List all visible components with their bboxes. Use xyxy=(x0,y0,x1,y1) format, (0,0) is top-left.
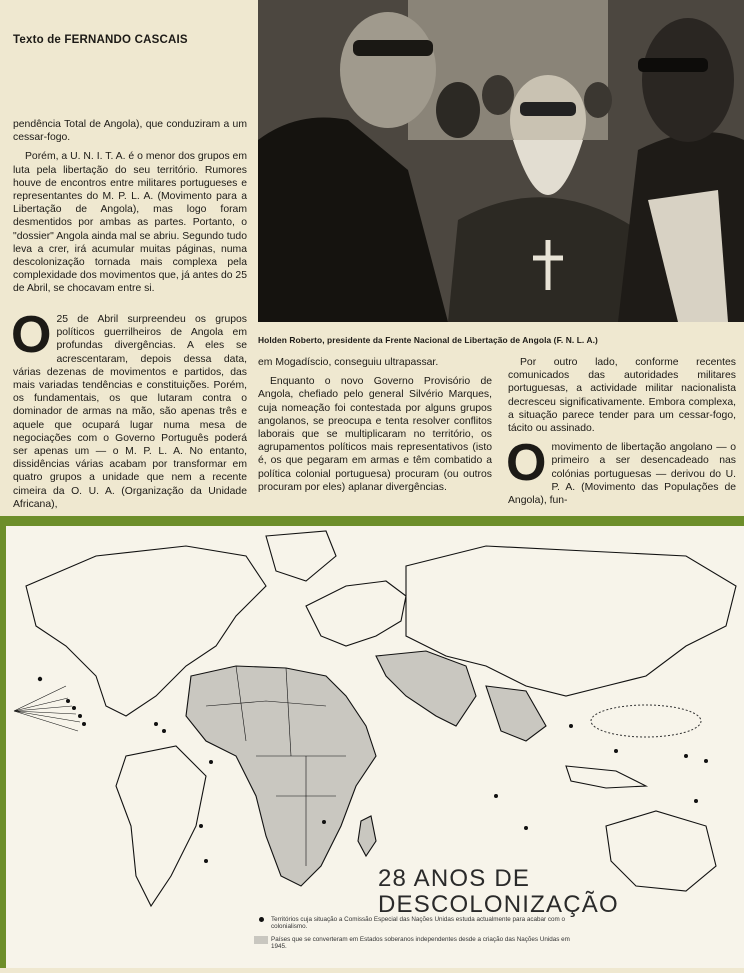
legend-swatch-icon xyxy=(254,936,268,944)
byline: Texto de FERNANDO CASCAIS xyxy=(13,34,188,46)
paragraph xyxy=(506,434,736,507)
world-map-drawing xyxy=(6,526,744,968)
legend-entry-territories xyxy=(251,916,581,931)
map-title xyxy=(378,866,619,918)
article-column-1-bottom xyxy=(11,306,247,517)
paragraph-text: movimento de libertação angolano — o primeiro a ser desencadeado nas colónias portuguesas — derivou do U. P. A. (Movimento das Populações de Angola), fun- xyxy=(508,442,736,507)
drop-cap: O xyxy=(11,306,52,364)
paragraph: Porém, a U. N. I. T. A. é o menor dos grupos em luta pela libertação do seu território. Rumores houve de encontros entre militares portugueses e representantes do M. P. L. A. (Movimento para a Libertação de Angola), mas logo foram desmentidos por ambas as partes. Portanto, o "dossier" Angola ainda mal se abriu. Segundo tudo leva a crer, irá acumular muitas páginas, numa descolonização tornada mais complexa pela complexidade dos movimentos que, já antes do 25 de Abril, se chocavam entre si. xyxy=(13,151,247,295)
article-column-2 xyxy=(258,356,492,500)
map-title-line-2: DESCOLONIZAÇÃO xyxy=(378,891,619,918)
drop-cap: O xyxy=(506,434,547,493)
article-column-1-top xyxy=(13,118,247,302)
paragraph xyxy=(11,306,247,511)
paragraph: pendência Total de Angola), que conduziram a um cessar-fogo. xyxy=(13,119,247,144)
paragraph: em Mogadíscio, conseguiu ultrapassar. xyxy=(258,357,439,368)
paragraph-text: 25 de Abril surpreendeu os grupos políticos guerrilheiros de Angola em profundas divergências. A eles se acrescentaram, depois dessa data, várias dezenas de movimentos e partidos, das mais variadas tendências e constituições. Porém, os fundamentais, os que lutaram contra o dominador de armas na mão, são apenas três e aquele que ocupará lugar numa mesa de negociações com o Governo Português poderá ser apenas um — o M. P. L. A. No entanto, dissidências várias acabam por transformar em quatro grupos a unidade que nem a recente cimeira da O. U. A. (Organização da Unidade Africana), xyxy=(13,314,247,510)
map-frame xyxy=(0,516,744,968)
article-column-3 xyxy=(508,356,736,513)
photo-holden-roberto xyxy=(258,0,744,322)
paragraph: Por outro lado, conforme recentes comunicados das autoridades militares portuguesas, a actividade militar nacionalista decresceu significativamente. Embora complexa, a situação parece tender para um cessar-fogo, tácito ou assinado. xyxy=(508,357,736,435)
map-legend xyxy=(251,916,581,956)
map-title-line-1: 28 ANOS DE xyxy=(378,865,531,892)
world-map xyxy=(6,526,744,968)
photo-caption: Holden Roberto, presidente da Frente Nacional de Libertação de Angola (F. N. L. A.) xyxy=(258,335,598,345)
legend-text: Países que se converteram em Estados soberanos independentes desde a criação das Nações Unidas em 1945. xyxy=(271,935,570,951)
paragraph: Enquanto o novo Governo Provisório de Angola, chefiado pelo general Silvério Marques, cuja nomeação foi contestada por alguns grupos angolanos, se preocupa e tenta resolver conflitos laborais que se multiplicaram no território, os agrupamentos políticos mais representativos (isto é, os que pegaram em armas e têm combatido a política colonial portuguesa) procuram (ou outros procuram por eles) aplanar divergências. xyxy=(258,376,492,493)
legend-text: Territórios cuja situação a Comissão Especial das Nações Unidas estuda actualmente para acabar com o colonialismo. xyxy=(271,916,566,931)
legend-dot-icon xyxy=(259,917,264,922)
legend-entry-independent xyxy=(251,936,581,951)
